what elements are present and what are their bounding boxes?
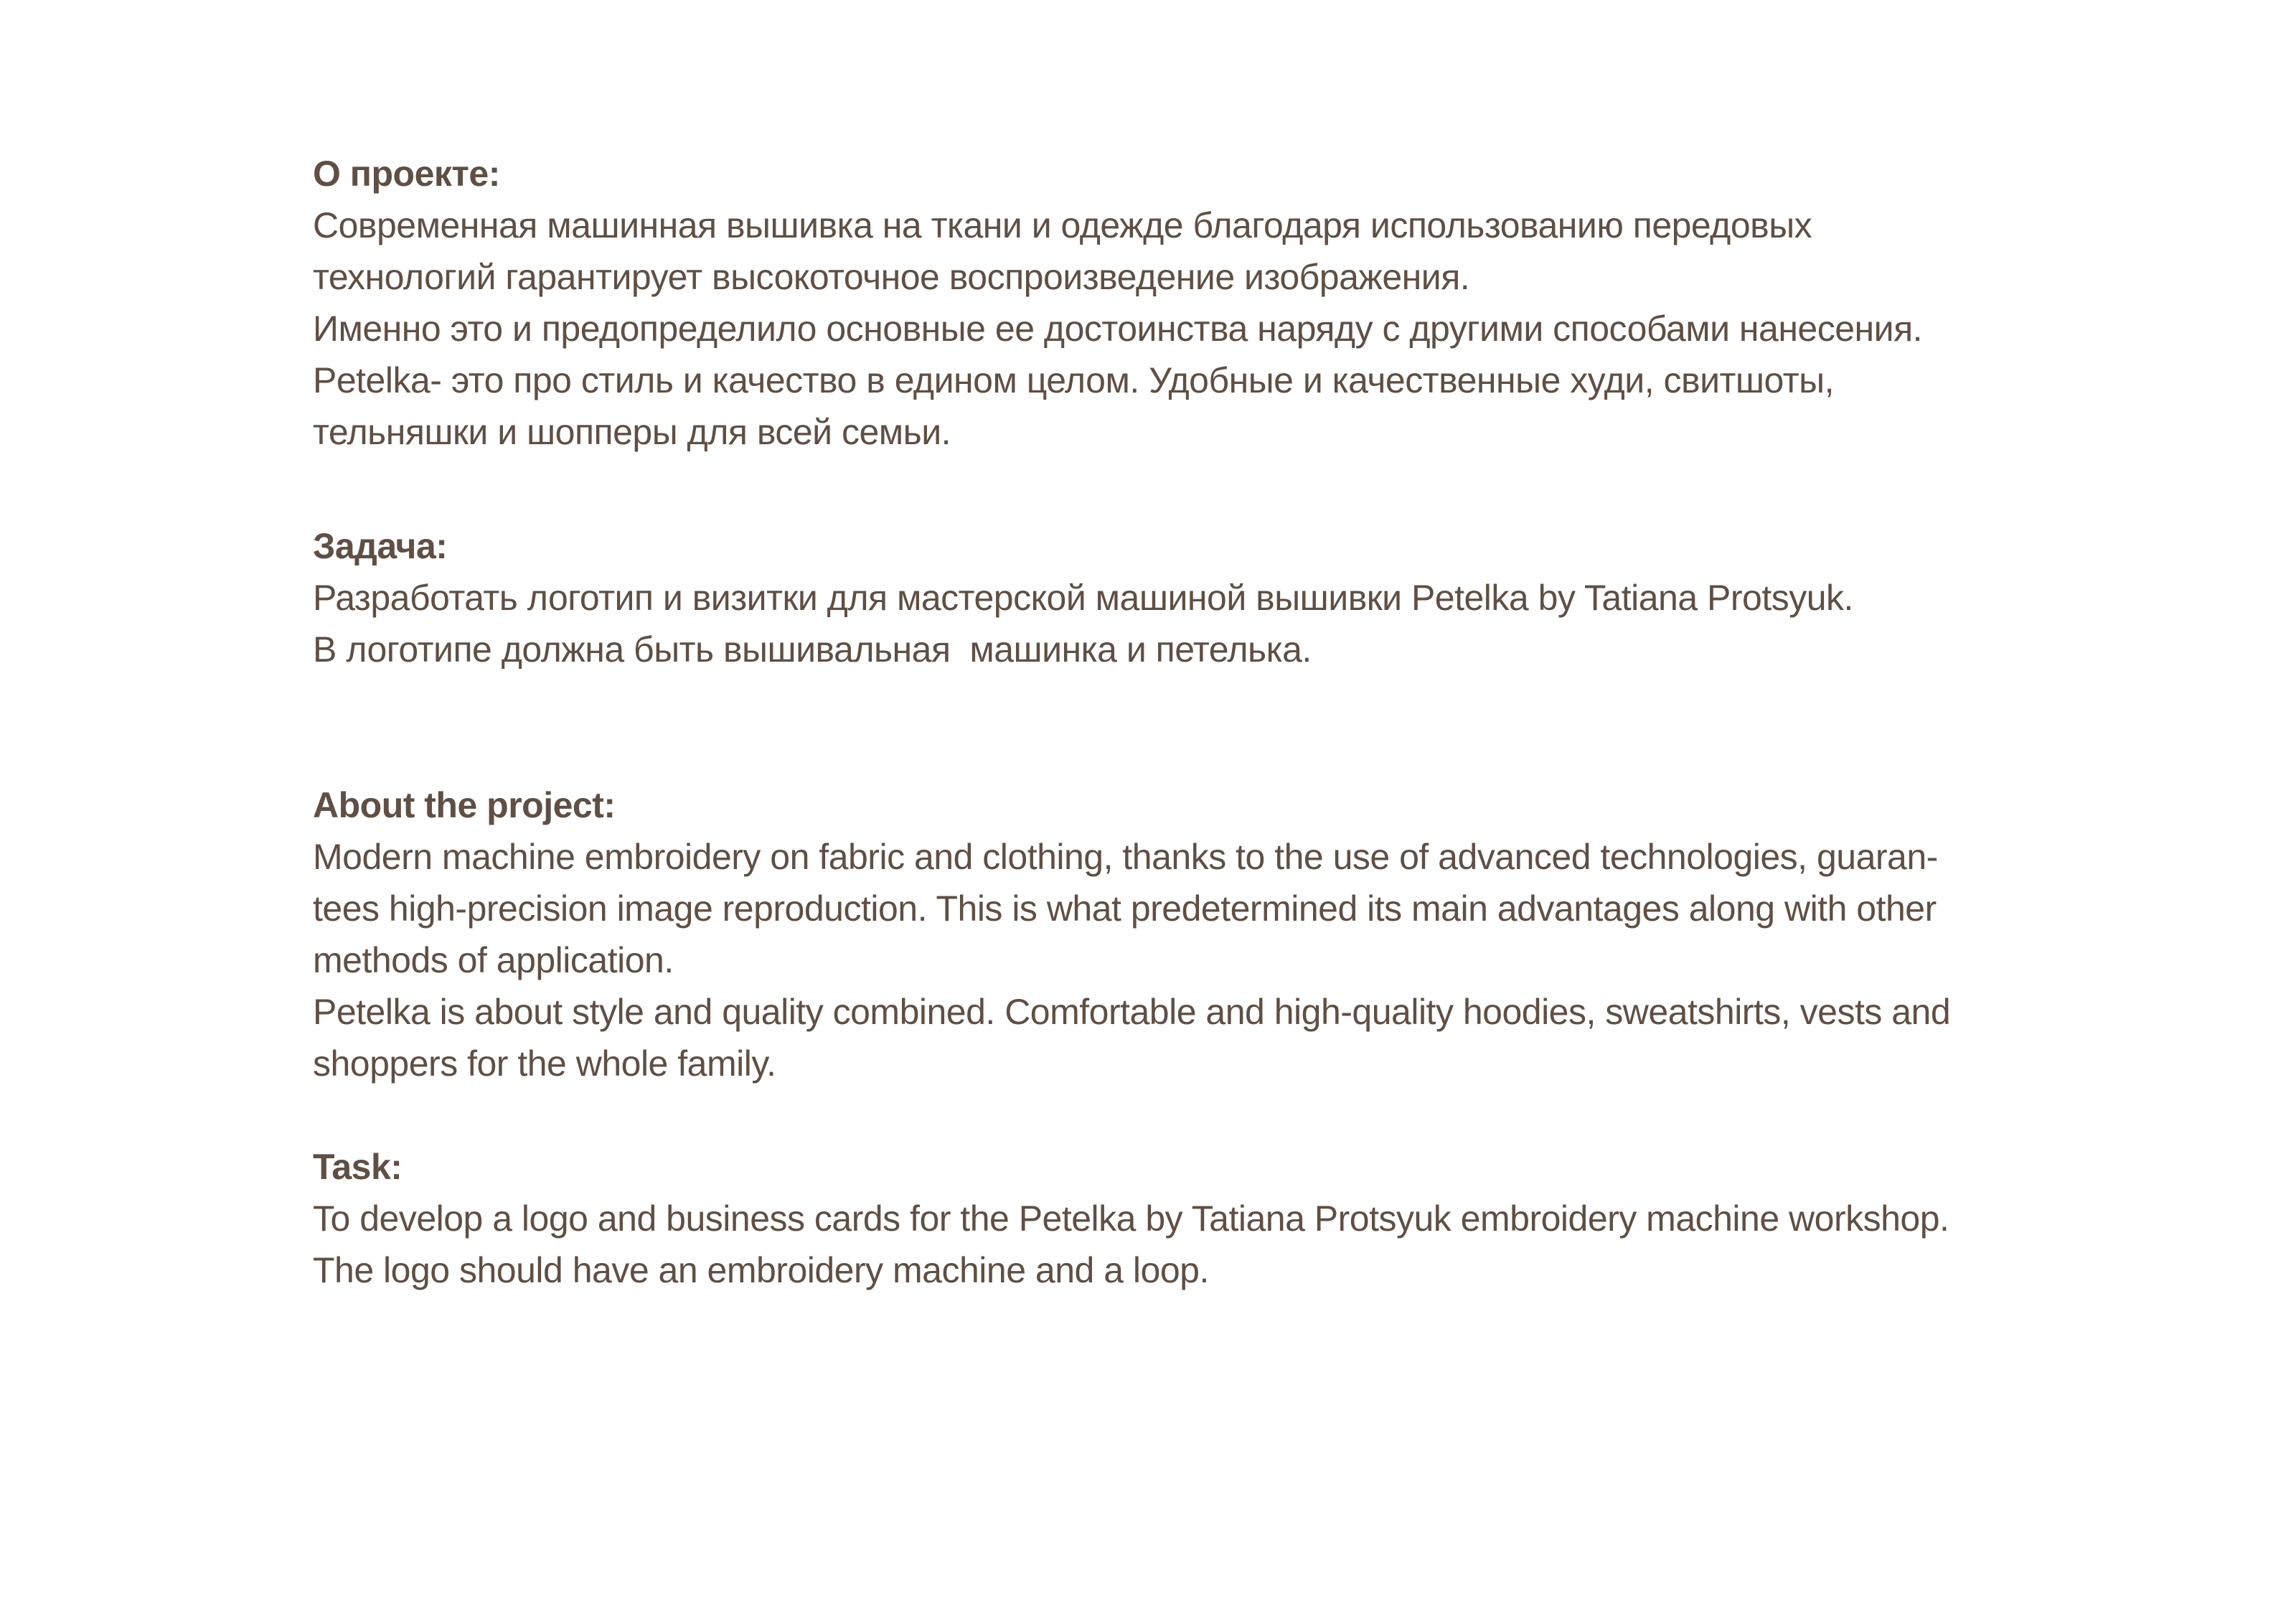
- task-line-ru: Разработать логотип и визитки для мастерской машиной вышивки Petelka by Tatiana Protsyuk.: [313, 578, 1853, 618]
- about-paragraph-en: [313, 831, 2121, 1089]
- task-paragraph-en: [313, 1193, 2121, 1296]
- about-line-ru: Именно это и предопределило основные ее достоинства наряду с другими способами нанесения.: [313, 309, 1923, 349]
- about-line-ru: Современная машинная вышивка на ткани и одежде благодаря использованию передовых: [313, 205, 1812, 245]
- about-section-en: [313, 779, 2121, 1089]
- task-section-ru: [313, 520, 2121, 675]
- task-line-en: To develop a logo and business cards for the Petelka by Tatiana Protsyuk embroidery machine workshop.: [313, 1198, 1949, 1239]
- about-section-ru: [313, 148, 2121, 458]
- about-line-en: methods of application.: [313, 940, 674, 980]
- about-line-ru: технологий гарантирует высокоточное воспроизведение изображения.: [313, 257, 1470, 297]
- about-heading-ru: О проекте:: [313, 154, 500, 194]
- task-heading-ru: Задача:: [313, 526, 448, 566]
- about-line-en: Petelka is about style and quality combined. Comfortable and high-quality hoodies, sweatshirts, vests and: [313, 992, 1951, 1032]
- about-line-ru: Petelka- это про стиль и качество в едином целом. Удобные и качественные худи, свитшоты,: [313, 360, 1834, 400]
- about-line-en: tees high-precision image reproduction. This is what predetermined its main advantages along with other: [313, 888, 1937, 929]
- task-line-ru: В логотипе должна быть вышивальная машинка и петелька.: [313, 629, 1312, 670]
- task-heading-en: Task:: [313, 1147, 403, 1187]
- about-heading-en: About the project:: [313, 785, 616, 825]
- about-line-ru: тельняшки и шопперы для всей семьи.: [313, 412, 951, 452]
- about-line-en: Modern machine embroidery on fabric and clothing, thanks to the use of advanced technologies, guaran-: [313, 837, 1938, 877]
- task-paragraph-ru: [313, 572, 2121, 675]
- about-paragraph-ru: [313, 200, 2121, 458]
- about-line-en: shoppers for the whole family.: [313, 1043, 776, 1084]
- task-section-en: [313, 1141, 2121, 1296]
- task-line-en: The logo should have an embroidery machine and a loop.: [313, 1250, 1209, 1290]
